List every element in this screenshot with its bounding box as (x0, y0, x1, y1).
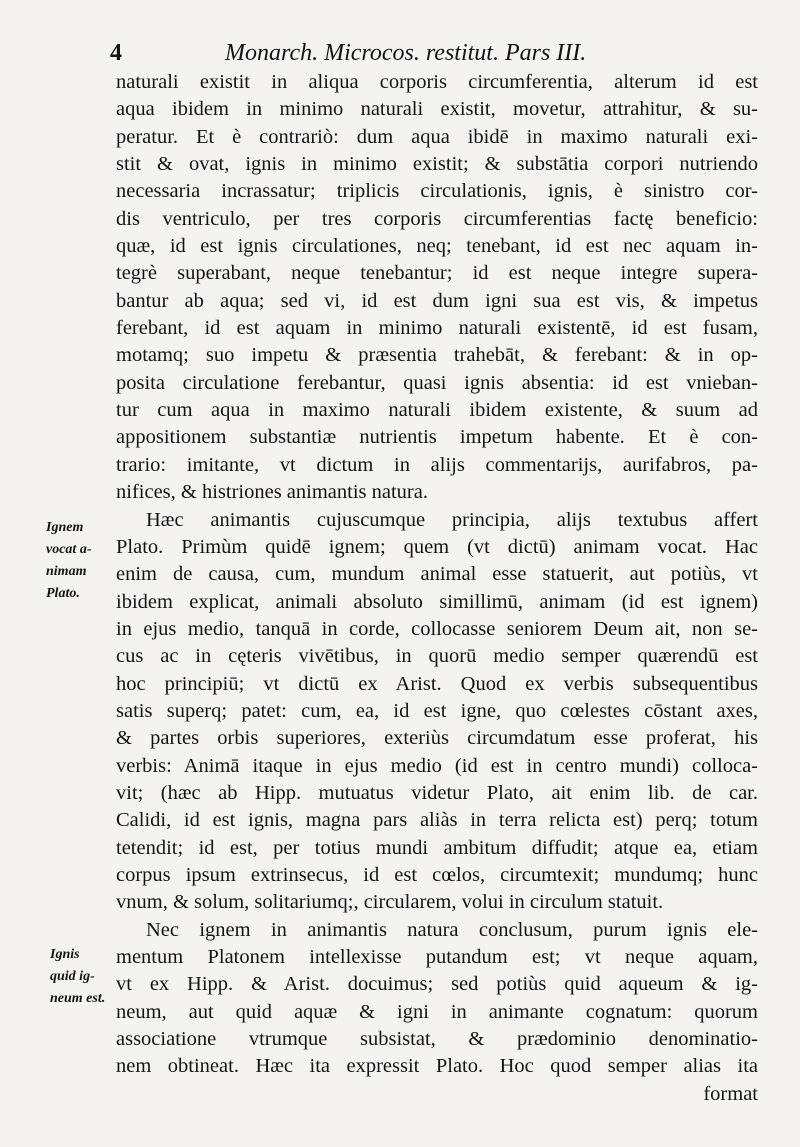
text-line: tur cum aqua in maximo naturali ibidem existente, & suum ad (116, 399, 758, 422)
text-line: Nec ignem in animantis natura conclusum, purum ignis ele- (146, 918, 758, 941)
text-line: hoc principiū; vt dictū ex Arist. Quod ex verbis subsequentibus (116, 672, 758, 695)
text-line: dis ventriculo, per tres corporis circumferentias factę beneficio: (116, 207, 758, 230)
page-number: 4 (110, 40, 122, 66)
text-line: necessaria incrassatur; triplicis circulationis, ignis, è sinistro cor- (116, 180, 758, 203)
catchword: format (703, 1082, 758, 1105)
text-line: corpus ipsum extrinsecus, id est cœlos, circumtexit; mundumq; hunc (116, 863, 758, 886)
text-line: vit; (hæc ab Hipp. mutuatus videtur Plato, ait enim lib. de car. (116, 781, 758, 804)
text-line: Hæc animantis cujuscumque principia, alijs textubus affert (146, 508, 758, 531)
text-line: satis superq; patet: cum, ea, id est igne, quo cœlestes cōstant axes, (116, 699, 758, 722)
text-line: vt ex Hipp. & Arist. docuimus; sed potiùs quid aqueum & ig- (116, 973, 758, 996)
text-line: appositionem substantiæ nutrientis impetum habente. Et è con- (116, 426, 758, 449)
text-line: mentum Platonem intellexisse putandum est; vt neque aquam, (116, 946, 758, 968)
text-line: & partes orbis superiores, exteriùs circumdatum esse proferat, his (116, 727, 758, 750)
text-line: motamq; suo impetu & præsentia trahebāt, & ferebant: & in op- (116, 344, 758, 367)
text-line: quæ, id est ignis circulationes, neq; tenebant, id est nec aquam in- (116, 235, 758, 258)
text-line: neum, aut quid aquæ & igni in animante cognatum: quorum (116, 1000, 758, 1023)
text-line: tegrè superabant, neque tenebantur; id est neque integre supera- (116, 262, 758, 285)
text-line: nem obtineat. Hæc ita expressit Plato. Hoc quod semper alias ita (116, 1055, 758, 1078)
text-line: peratur. Et è contrariò: dum aqua ibidē in maximo naturali exi- (116, 125, 758, 148)
text-line: cus ac in cęteris vivētibus, in quorū medio semper quærendū est (116, 645, 758, 668)
text-line: verbis: Animā itaque in ejus medio (id est in centro mundi) colloca- (116, 754, 758, 777)
margin-note-line: neum est. (50, 991, 106, 1006)
text-line: bantur ab aqua; sed vi, id est dum igni sua est vis, & impetus (116, 289, 758, 312)
text-line: posita circulatione ferebantur, quasi ignis absentia: id est vnieban- (116, 371, 758, 394)
text-line: ferebant, id est aquam in minimo naturali existentē, id est fusam, (116, 317, 758, 340)
margin-note-ignis (50, 944, 112, 1010)
text-line: nifices, & histriones animantis natura. (116, 481, 428, 504)
text-line: in ejus medio, tanquā in corde, collocasse seniorem Deum ait, non se- (116, 617, 758, 640)
margin-note-line: nimam (46, 564, 87, 579)
text-line: ibidem explicat, animali absoluto simillimū, animam (id est ignem) (116, 590, 758, 613)
margin-note-line: Plato. (46, 586, 80, 601)
text-line: Calidi, id est ignis, magna pars aliàs in terra relicta est) perq; totum (116, 809, 758, 832)
body-text (116, 69, 758, 1108)
text-line: stit & ovat, ignis in minimo existit; & substātia corpori nutriendo (116, 153, 758, 176)
text-line: enim de causa, cum, mundum animal esse statuerit, aut potiùs, vt (116, 563, 758, 586)
margin-note-line: Ignis (50, 947, 80, 962)
margin-note-line: vocat a- (46, 542, 92, 557)
margin-note-ignem (46, 517, 108, 605)
running-header (110, 38, 670, 68)
text-line: aqua ibidem in minimo naturali existit, movetur, attrahitur, & su- (116, 98, 758, 121)
text-line: vnum, & solum, solitariumq;, circularem, volui in circulum statuit. (116, 891, 664, 914)
text-line: tetendit; id est, per totius mundi ambitum diffudit; atque ea, etiam (116, 836, 758, 859)
text-line: Plato. Primùm quidē ignem; quem (vt dictū) animam vocat. Hac (116, 535, 758, 558)
text-line: associatione vtrumque subsistat, & prædominio denominatio- (116, 1028, 758, 1051)
text-line: naturali existit in aliqua corporis circumferentia, alterum id est (116, 71, 758, 93)
text-line: trario: imitante, vt dictum in alijs commentarijs, aurifabros, pa- (116, 453, 758, 476)
running-title: Monarch. Microcos. restitut. Pars III. (225, 40, 587, 66)
margin-note-line: Ignem (46, 520, 84, 535)
margin-note-line: quid ig- (50, 969, 95, 984)
